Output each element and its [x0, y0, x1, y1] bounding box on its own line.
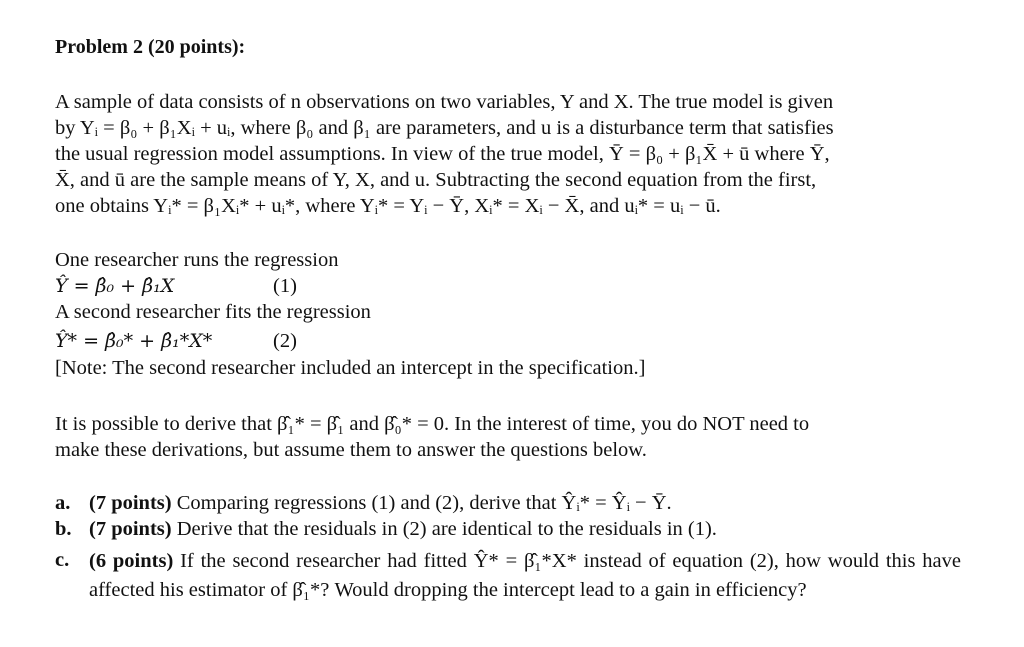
question-a-points: (7 points): [89, 492, 172, 514]
equation-1: [55, 273, 174, 299]
para3-line-1: It is possible to derive that β̂₁* = β̂₁ and β̂₀* = 0. In the interest of time, you do NOT need to: [55, 413, 810, 435]
question-a-body: [89, 490, 969, 516]
para2-note: [Note: The second researcher included an intercept in the specification.]: [55, 357, 646, 379]
question-c: [55, 547, 961, 627]
para2-intro-1: One researcher runs the regression: [55, 249, 339, 271]
question-c-label: c.: [55, 549, 70, 571]
question-b-label: b.: [55, 518, 72, 540]
para3-line-2: make these derivations, but assume them to answer the questions below.: [55, 439, 647, 461]
para2-intro-2: A second researcher fits the regression: [55, 301, 371, 323]
equation-2: [55, 328, 212, 354]
equation-2-number: (2): [273, 330, 297, 352]
question-b-text: Derive that the residuals in (2) are identical to the residuals in (1).: [176, 518, 717, 540]
para1-line-1: A sample of data consists of n observations on two variables, Y and X. The true model is given: [55, 91, 834, 113]
problem-heading: Problem 2 (20 points):: [55, 36, 246, 58]
equation-1-number: (1): [273, 275, 297, 297]
question-c-body: [89, 547, 961, 605]
equation-1-formula: Ŷ = β̂₀ + β̂₁X: [55, 275, 175, 297]
question-a-text: Comparing regressions (1) and (2), derive that Ŷᵢ* = Ŷᵢ − Ȳ.: [176, 492, 672, 514]
para1-line-4: X̄, and ū are the sample means of Y, X, and u. Subtracting the second equation from the first,: [55, 169, 817, 191]
question-b: [55, 516, 955, 542]
question-c-text: If the second researcher had fitted Ŷ* = β̂₁*X* instead of equation (2), how would this have affected his estimator of β̂₁*? Would dropping the intercept lead to a gain in efficiency?: [89, 550, 961, 601]
question-a: [55, 490, 955, 516]
para1-line-2: by Yᵢ = β₀ + β₁Xᵢ + uᵢ, where β₀ and β₁ are parameters, and u is a disturbance term that satisfies: [55, 117, 834, 139]
question-b-body: [89, 516, 969, 542]
para1-line-5: one obtains Yᵢ* = β₁Xᵢ* + uᵢ*, where Yᵢ* = Yᵢ − Ȳ, Xᵢ* = Xᵢ − X̄, and uᵢ* = uᵢ − ū.: [55, 195, 721, 217]
question-b-points: (7 points): [89, 518, 172, 540]
question-a-label: a.: [55, 492, 71, 514]
question-c-points: (6 points): [89, 550, 174, 572]
para1-line-3: the usual regression model assumptions. In view of the true model, Ȳ = β₀ + β₁X̄ + ū where Ȳ,: [55, 143, 830, 165]
equation-2-formula: Ŷ* = β̂₀* + β̂₁*X*: [55, 330, 213, 352]
